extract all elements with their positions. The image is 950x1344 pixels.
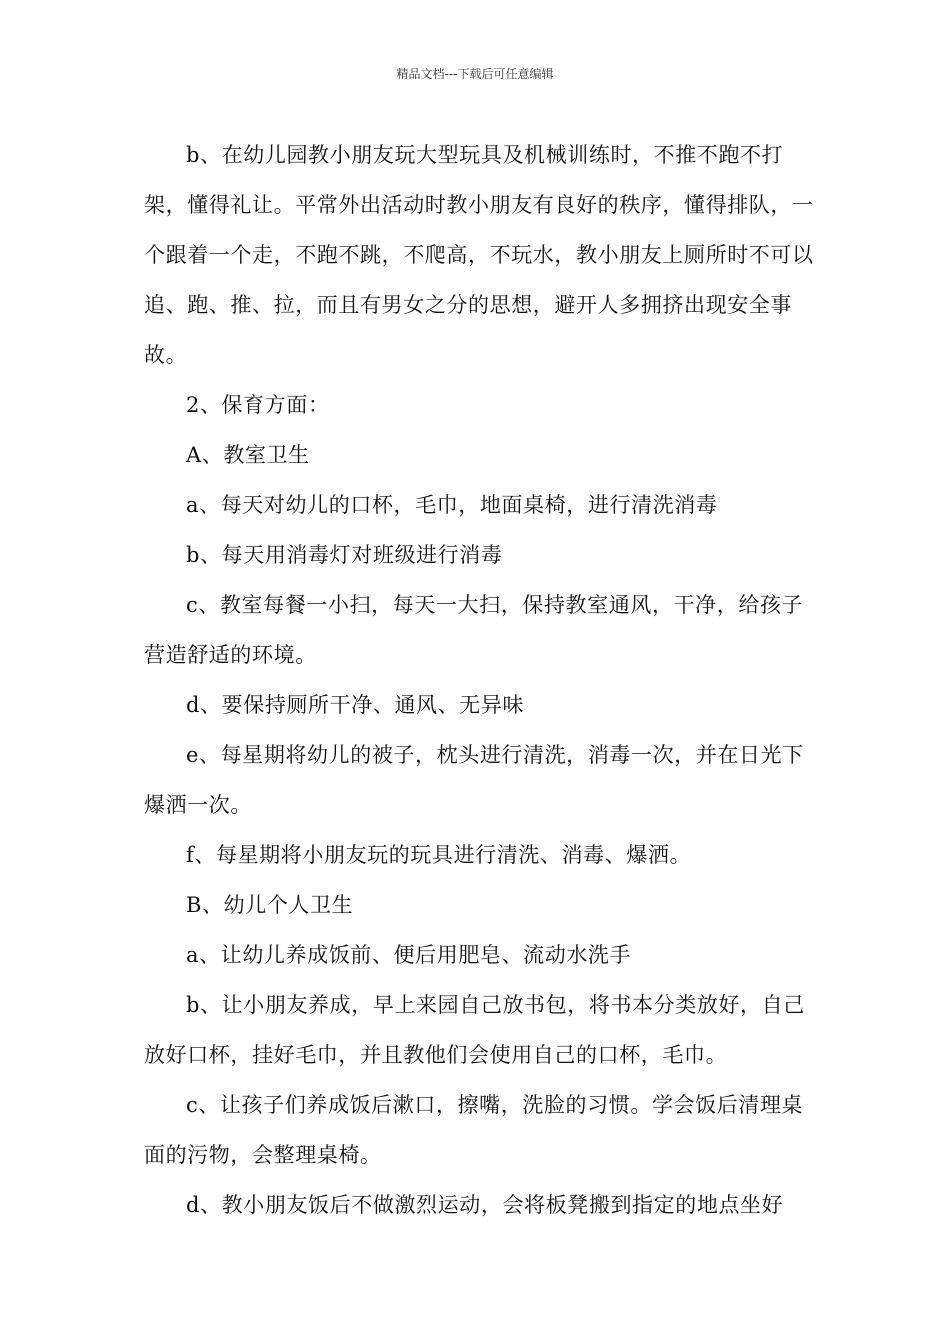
- paragraph-b-safety: b、在幼儿园教小朋友玩大型玩具及机械训练时，不推不跑不打架，懂得礼让。平常外出活动时教小朋友有良好的秩序，懂得排队，一个跟着一个走，不跑不跳，不爬高，不玩水，教小朋友上厕所时不可以追、跑、推、拉，而且有男女之分的思想，避开人多拥挤出现安全事故。: [144, 143, 814, 367]
- paragraph-A-heading: A、教室卫生: [186, 443, 310, 467]
- paragraph-B-d: d、教小朋友饭后不做激烈运动，会将板凳搬到指定的地点坐好: [186, 1193, 784, 1217]
- paragraph-B-c: c、让孩子们养成饭后漱口，擦嘴，洗脸的习惯。学会饭后清理桌面的污物，会整理桌椅。: [144, 1093, 804, 1167]
- paragraph-B-b: b、让小朋友养成，早上来园自己放书包，将书本分类放好，自己放好口杯，挂好毛巾，并且教他们会使用自己的口杯，毛巾。: [144, 993, 805, 1067]
- paragraph-A-d: d、要保持厕所干净、通风、无异味: [186, 693, 525, 717]
- paragraph-A-c: c、教室每餐一小扫，每天一大扫，保持教室通风，干净，给孩子营造舒适的环境。: [144, 593, 804, 667]
- paragraph-A-f: f、每星期将小朋友玩的玩具进行清洗、消毒、爆洒。: [186, 843, 692, 867]
- paragraph-B-heading: B、幼儿个人卫生: [186, 893, 354, 917]
- paragraph-B-a: a、让幼儿养成饭前、便后用肥皂、流动水洗手: [186, 943, 632, 967]
- paragraph-section-2-heading: 2、保育方面：: [186, 393, 330, 417]
- document-body: [144, 130, 814, 1230]
- paragraph-A-b: b、每天用消毒灯对班级进行消毒: [186, 543, 503, 567]
- page-header: 精品文档---下载后可任意编辑: [396, 67, 554, 81]
- paragraph-A-a: a、每天对幼儿的口杯，毛巾，地面桌椅，进行清洗消毒: [186, 493, 718, 517]
- paragraph-A-e: e、每星期将幼儿的被子，枕头进行清洗，消毒一次，并在日光下爆洒一次。: [144, 743, 804, 817]
